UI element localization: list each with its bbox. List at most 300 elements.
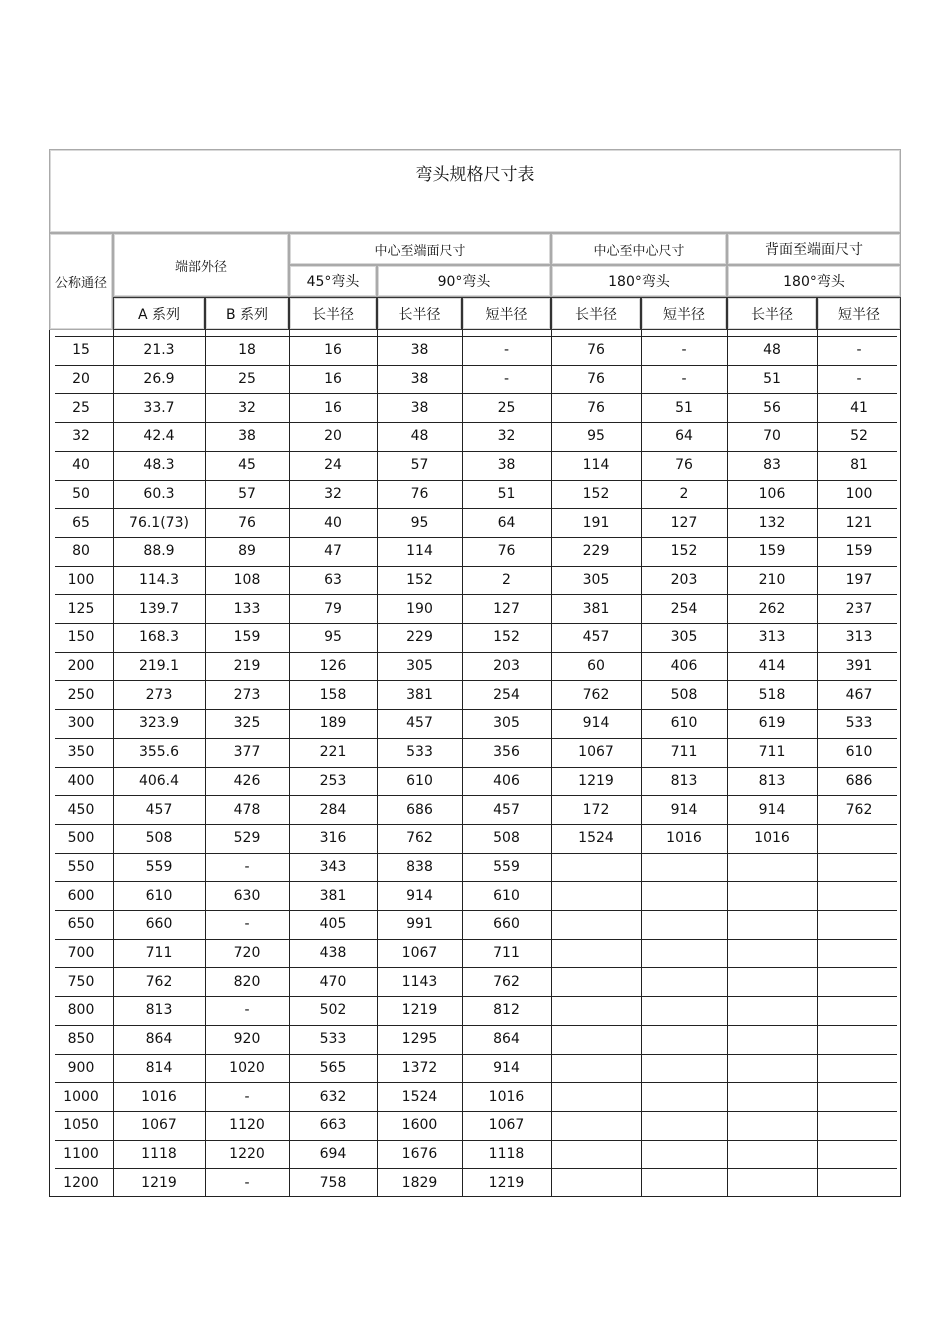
cell-90-lr: 152 (406, 571, 433, 588)
cell-dn: 80 (72, 543, 90, 560)
cell-od-b: - (244, 1088, 250, 1105)
cell-90-sr: 1118 (488, 1145, 525, 1162)
cell-45-lr: 32 (324, 485, 342, 502)
cell-dn: 900 (67, 1059, 95, 1076)
cell-180c-sr: 51 (675, 399, 693, 416)
cell-dn: 200 (67, 658, 95, 675)
row-divider (55, 738, 897, 739)
cell-180b-lr: 159 (758, 543, 786, 560)
cell-90-sr: 76 (497, 543, 516, 560)
cell-od-a: 323.9 (138, 715, 180, 732)
cell-od-a: 762 (145, 973, 173, 990)
cell-180c-sr (641, 996, 727, 1025)
cell-90-lr: 1219 (401, 1002, 438, 1019)
cell-od-b: 219 (233, 658, 261, 675)
cell-90-lr: 457 (406, 715, 433, 732)
cell-90-sr: 711 (493, 945, 520, 962)
cell-45-lr: 565 (319, 1059, 347, 1076)
cell-od-b: 325 (233, 715, 261, 732)
row-divider (55, 1025, 897, 1026)
cell-od-a: 813 (145, 1002, 173, 1019)
cell-45-lr: 16 (324, 371, 342, 388)
cell-45-lr: 221 (319, 744, 347, 761)
cell-dn: 450 (67, 801, 95, 818)
cell-90-sr: 406 (493, 772, 520, 789)
row-divider (55, 623, 897, 624)
header-180c-short-radius: 短半径 (641, 297, 727, 330)
cell-180c-sr: 305 (670, 629, 698, 646)
cell-180b-sr: 762 (845, 801, 873, 818)
cell-dn: 1200 (63, 1174, 99, 1191)
cell-180c-sr (641, 853, 727, 882)
cell-45-lr: 758 (319, 1174, 347, 1191)
cell-dn: 65 (72, 514, 90, 531)
cell-od-a: 88.9 (143, 543, 175, 560)
cell-180c-lr (551, 1111, 641, 1140)
column-divider (727, 330, 728, 1197)
column-divider (49, 330, 50, 1197)
cell-180c-sr (641, 939, 727, 968)
header-180b-long-radius: 长半径 (727, 297, 817, 330)
cell-180c-lr: 1067 (578, 744, 614, 761)
cell-od-a: 559 (145, 858, 173, 875)
cell-90-sr: 660 (493, 916, 520, 933)
cell-180b-lr: 313 (758, 629, 786, 646)
cell-od-b: - (244, 1002, 250, 1019)
cell-90-sr: 2 (502, 571, 511, 588)
cell-180b-sr: 533 (845, 715, 873, 732)
cell-od-a: 814 (145, 1059, 173, 1076)
row-divider (55, 767, 897, 768)
row-divider (55, 566, 897, 567)
cell-180c-lr (551, 996, 641, 1025)
cell-180c-sr (641, 1111, 727, 1140)
cell-180b-lr: 83 (763, 457, 781, 474)
cell-90-sr: 1067 (488, 1117, 525, 1134)
cell-90-lr: 686 (406, 801, 433, 818)
cell-45-lr: 381 (319, 887, 347, 904)
cell-od-a: 48.3 (143, 457, 175, 474)
cell-180c-sr: 127 (670, 514, 698, 531)
cell-180c-sr: 1016 (666, 830, 702, 847)
cell-od-a: 60.3 (143, 485, 175, 502)
cell-90-lr: 38 (410, 371, 429, 388)
cell-180c-sr (641, 1082, 727, 1111)
cell-90-lr: 305 (406, 658, 433, 675)
row-divider (55, 853, 897, 854)
column-divider (462, 330, 463, 1197)
cell-dn: 650 (67, 916, 95, 933)
cell-180b-lr: 132 (758, 514, 786, 531)
cell-180c-sr: 813 (670, 772, 698, 789)
cell-90-lr: 95 (410, 514, 429, 531)
row-divider (55, 537, 897, 538)
cell-180b-sr: 159 (845, 543, 873, 560)
header-90-long-radius: 长半径 (377, 297, 462, 330)
header-180c-long-radius: 长半径 (551, 297, 641, 330)
row-divider (55, 508, 897, 509)
cell-90-sr: 610 (493, 887, 520, 904)
cell-180b-lr (727, 1025, 817, 1054)
cell-180c-lr: 172 (582, 801, 610, 818)
cell-180b-sr: 121 (845, 514, 873, 531)
cell-dn: 300 (67, 715, 95, 732)
row-divider (55, 996, 897, 997)
column-divider (641, 330, 642, 1197)
cell-180c-lr: 305 (582, 571, 610, 588)
cell-180c-sr (641, 1140, 727, 1169)
cell-180c-lr (551, 881, 641, 910)
cell-180b-sr: 467 (845, 686, 873, 703)
cell-od-b: 25 (238, 371, 256, 388)
cell-180b-lr (727, 967, 817, 996)
cell-180b-lr (727, 1082, 817, 1111)
cell-od-b: - (244, 1174, 250, 1191)
column-divider (817, 330, 818, 1197)
cell-45-lr: 40 (324, 514, 342, 531)
cell-90-lr: 1143 (401, 973, 438, 990)
cell-90-lr: 1524 (401, 1088, 438, 1105)
cell-45-lr: 343 (319, 858, 347, 875)
cell-od-a: 508 (145, 830, 173, 847)
cell-90-lr: 762 (406, 830, 433, 847)
cell-od-a: 219.1 (138, 658, 180, 675)
cell-90-sr: 152 (493, 629, 520, 646)
cell-180c-sr: 203 (670, 571, 698, 588)
row-divider (55, 1140, 897, 1141)
cell-90-sr: - (503, 342, 510, 359)
cell-od-b: 1220 (229, 1145, 265, 1162)
column-divider (289, 330, 290, 1197)
cell-90-sr: 457 (493, 801, 520, 818)
cell-180c-lr (551, 910, 641, 939)
row-divider (55, 795, 897, 796)
cell-180c-sr (641, 1168, 727, 1197)
cell-180b-lr: 51 (763, 371, 781, 388)
cell-90-sr: 25 (497, 399, 516, 416)
cell-180b-sr: 391 (845, 658, 873, 675)
cell-180c-lr: 457 (582, 629, 610, 646)
cell-45-lr: 663 (319, 1117, 347, 1134)
cell-90-lr: 838 (406, 858, 433, 875)
cell-od-b: 630 (233, 887, 261, 904)
cell-90-lr: 38 (410, 399, 429, 416)
header-180-elbow-center: 180°弯头 (551, 265, 727, 297)
row-divider (55, 652, 897, 653)
header-180b-short-radius: 短半径 (817, 297, 901, 330)
cell-180c-lr (551, 853, 641, 882)
cell-180c-lr (551, 1168, 641, 1197)
cell-od-a: 114.3 (138, 571, 180, 588)
cell-180c-sr (641, 1025, 727, 1054)
cell-45-lr: 632 (319, 1088, 347, 1105)
cell-90-sr: 64 (497, 514, 516, 531)
cell-180c-lr (551, 1140, 641, 1169)
cell-dn: 1100 (63, 1145, 99, 1162)
cell-90-lr: 381 (406, 686, 433, 703)
cell-180c-sr: 76 (675, 457, 693, 474)
cell-180b-lr: 914 (758, 801, 786, 818)
cell-180c-sr: 64 (675, 428, 693, 445)
cell-90-lr: 1676 (401, 1145, 438, 1162)
row-divider (55, 451, 897, 452)
cell-dn: 850 (67, 1031, 95, 1048)
cell-180b-lr: 210 (758, 571, 786, 588)
cell-180c-lr (551, 1025, 641, 1054)
cell-90-sr: 914 (493, 1059, 520, 1076)
cell-180c-lr (551, 939, 641, 968)
header-center-to-end: 中心至端面尺寸 (289, 233, 551, 265)
cell-180c-lr: 114 (582, 457, 610, 474)
cell-90-sr: 762 (493, 973, 520, 990)
cell-dn: 1050 (63, 1117, 99, 1134)
header-180-elbow-back: 180°弯头 (727, 265, 901, 297)
cell-od-b: 720 (233, 945, 261, 962)
cell-180b-lr: 711 (758, 744, 786, 761)
cell-od-a: 1118 (141, 1145, 177, 1162)
cell-180b-sr: 610 (845, 744, 873, 761)
cell-90-lr: 114 (406, 543, 433, 560)
cell-180b-lr (727, 1140, 817, 1169)
cell-dn: 250 (67, 686, 95, 703)
cell-dn: 100 (67, 571, 95, 588)
cell-dn: 1000 (63, 1088, 99, 1105)
row-divider (55, 1082, 897, 1083)
cell-dn: 25 (72, 399, 90, 416)
cell-180b-sr (817, 1140, 901, 1169)
cell-dn: 800 (67, 1002, 95, 1019)
cell-90-sr: 1219 (488, 1174, 525, 1191)
cell-180b-sr: 686 (845, 772, 873, 789)
cell-45-lr: 20 (324, 428, 342, 445)
cell-180b-lr: 70 (763, 428, 781, 445)
cell-180c-sr: - (681, 342, 687, 359)
cell-180c-sr: 152 (670, 543, 698, 560)
cell-180c-lr: 1524 (578, 830, 614, 847)
cell-45-lr: 533 (319, 1031, 347, 1048)
cell-180b-sr (817, 1025, 901, 1054)
cell-180c-sr: 711 (670, 744, 698, 761)
header-90-elbow: 90°弯头 (377, 265, 551, 297)
column-divider (205, 330, 206, 1197)
cell-180b-lr: 56 (763, 399, 781, 416)
cell-45-lr: 316 (319, 830, 347, 847)
cell-od-b: 1120 (229, 1117, 265, 1134)
cell-45-lr: 126 (319, 658, 347, 675)
cell-45-lr: 253 (319, 772, 347, 789)
cell-180b-sr: 197 (845, 571, 873, 588)
row-divider (55, 594, 897, 595)
cell-45-lr: 16 (324, 399, 342, 416)
row-divider (55, 910, 897, 911)
cell-180b-sr: 41 (850, 399, 868, 416)
cell-od-b: 529 (233, 830, 261, 847)
cell-od-b: 38 (238, 428, 256, 445)
cell-180c-sr: - (681, 371, 687, 388)
row-divider (55, 336, 897, 337)
cell-180b-lr: 813 (758, 772, 786, 789)
cell-dn: 600 (67, 887, 95, 904)
cell-od-b: 820 (233, 973, 261, 990)
cell-dn: 15 (72, 342, 90, 359)
cell-90-lr: 229 (406, 629, 433, 646)
cell-dn: 50 (72, 485, 90, 502)
cell-od-a: 864 (145, 1031, 173, 1048)
cell-90-lr: 1067 (401, 945, 438, 962)
cell-180b-sr (817, 967, 901, 996)
cell-180c-sr: 254 (670, 600, 698, 617)
cell-180b-lr (727, 996, 817, 1025)
cell-180c-sr: 2 (679, 485, 689, 502)
cell-90-lr: 38 (410, 342, 429, 359)
cell-180c-lr: 60 (587, 658, 605, 675)
table-title: 弯头规格尺寸表 (49, 149, 901, 233)
column-divider (113, 330, 114, 1197)
cell-180c-lr: 381 (582, 600, 610, 617)
cell-od-a: 711 (145, 945, 173, 962)
cell-od-a: 406.4 (138, 772, 180, 789)
cell-90-lr: 1600 (401, 1117, 438, 1134)
row-divider (55, 365, 897, 366)
cell-dn: 40 (72, 457, 90, 474)
cell-180c-sr: 914 (670, 801, 698, 818)
cell-180b-sr (817, 1168, 901, 1197)
cell-180c-lr: 76 (587, 399, 605, 416)
cell-45-lr: 16 (324, 342, 342, 359)
cell-od-b: - (244, 916, 250, 933)
cell-45-lr: 694 (319, 1145, 347, 1162)
cell-dn: 150 (67, 629, 95, 646)
cell-od-a: 457 (145, 801, 173, 818)
cell-45-lr: 502 (319, 1002, 347, 1019)
cell-45-lr: 405 (319, 916, 347, 933)
cell-45-lr: 47 (324, 543, 342, 560)
row-divider (55, 1168, 897, 1169)
cell-od-a: 42.4 (143, 428, 175, 445)
cell-od-a: 1219 (141, 1174, 177, 1191)
cell-90-sr: - (503, 371, 510, 388)
header-nominal-diameter: 公称通径 (49, 233, 113, 330)
cell-180c-lr: 762 (582, 686, 610, 703)
cell-od-a: 355.6 (138, 744, 180, 761)
cell-od-b: 133 (233, 600, 261, 617)
cell-90-sr: 559 (493, 858, 520, 875)
cell-180c-lr (551, 1082, 641, 1111)
cell-180b-sr (817, 1082, 901, 1111)
cell-180b-sr: - (856, 371, 862, 388)
cell-180c-sr: 508 (670, 686, 698, 703)
cell-od-b: 45 (238, 457, 256, 474)
cell-dn: 400 (67, 772, 95, 789)
cell-90-lr: 76 (410, 485, 429, 502)
cell-90-sr: 864 (493, 1031, 520, 1048)
cell-od-a: 1067 (141, 1117, 177, 1134)
cell-90-sr: 1016 (488, 1088, 525, 1105)
cell-180b-lr (727, 1054, 817, 1083)
cell-45-lr: 438 (319, 945, 347, 962)
cell-180b-lr: 48 (763, 342, 781, 359)
cell-180b-sr: 100 (845, 485, 873, 502)
row-divider (49, 1196, 901, 1197)
cell-180c-sr (641, 967, 727, 996)
cell-180b-lr: 106 (758, 485, 786, 502)
cell-180b-lr (727, 881, 817, 910)
cell-90-lr: 533 (406, 744, 433, 761)
cell-90-sr: 508 (493, 830, 520, 847)
cell-45-lr: 470 (319, 973, 347, 990)
cell-od-a: 1016 (141, 1088, 177, 1105)
cell-od-a: 610 (145, 887, 173, 904)
cell-90-lr: 914 (406, 887, 433, 904)
cell-90-lr: 1372 (401, 1059, 438, 1076)
cell-180b-sr: 81 (850, 457, 868, 474)
cell-180b-lr: 1016 (754, 830, 790, 847)
cell-dn: 350 (67, 744, 95, 761)
cell-45-lr: 158 (319, 686, 347, 703)
cell-180b-sr (817, 1111, 901, 1140)
header-series-b: B 系列 (205, 297, 289, 330)
cell-90-lr: 610 (406, 772, 433, 789)
cell-90-lr: 48 (410, 428, 429, 445)
cell-180b-sr (817, 939, 901, 968)
cell-180b-lr: 518 (758, 686, 786, 703)
cell-od-b: 57 (238, 485, 256, 502)
cell-180b-lr (727, 853, 817, 882)
cell-dn: 700 (67, 945, 95, 962)
cell-180b-lr (727, 1111, 817, 1140)
cell-od-a: 33.7 (143, 399, 175, 416)
cell-180c-lr: 76 (587, 371, 605, 388)
cell-180b-sr (817, 853, 901, 882)
cell-180c-lr: 191 (582, 514, 610, 531)
header-back-to-end: 背面至端面尺寸 (727, 233, 901, 265)
cell-180c-lr: 76 (587, 342, 605, 359)
cell-45-lr: 24 (324, 457, 342, 474)
cell-180c-sr (641, 881, 727, 910)
column-divider (551, 330, 552, 1197)
cell-180c-sr (641, 910, 727, 939)
cell-od-a: 76.1(73) (129, 514, 189, 531)
cell-dn: 32 (72, 428, 90, 445)
cell-od-b: 76 (238, 514, 256, 531)
cell-45-lr: 284 (319, 801, 347, 818)
cell-180c-lr: 152 (582, 485, 610, 502)
header-45-elbow: 45°弯头 (289, 265, 377, 297)
cell-180b-sr (817, 1054, 901, 1083)
cell-90-lr: 57 (410, 457, 429, 474)
cell-od-a: 26.9 (143, 371, 175, 388)
cell-od-b: 18 (238, 342, 256, 359)
cell-180c-sr (641, 1054, 727, 1083)
cell-od-a: 21.3 (143, 342, 175, 359)
cell-dn: 500 (67, 830, 95, 847)
cell-od-b: 273 (233, 686, 261, 703)
cell-45-lr: 63 (324, 571, 342, 588)
row-divider (55, 824, 897, 825)
cell-180b-lr (727, 1168, 817, 1197)
column-divider (377, 330, 378, 1197)
cell-od-a: 660 (145, 916, 173, 933)
cell-od-b: 1020 (229, 1059, 265, 1076)
cell-od-b: 377 (233, 744, 261, 761)
row-divider (55, 422, 897, 423)
cell-90-sr: 812 (493, 1002, 520, 1019)
cell-180b-lr: 414 (758, 658, 786, 675)
cell-90-sr: 305 (493, 715, 520, 732)
cell-45-lr: 79 (324, 600, 342, 617)
cell-90-sr: 127 (493, 600, 520, 617)
cell-180b-sr (817, 881, 901, 910)
